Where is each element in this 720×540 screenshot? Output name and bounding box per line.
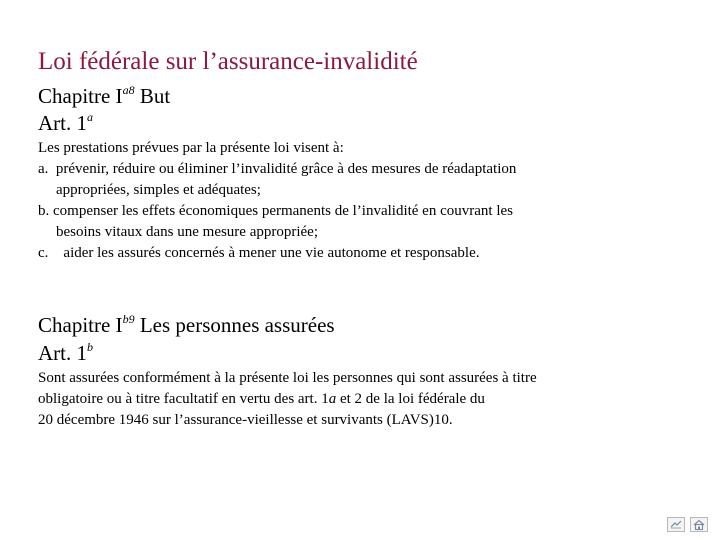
return-icon bbox=[668, 518, 684, 531]
article-heading-2 bbox=[38, 341, 93, 365]
paragraph-line-1: Sont assurées conformément à la présente loi les personnes qui sont assurées à titre bbox=[38, 370, 537, 386]
chapter-superscript: b9 bbox=[122, 312, 135, 326]
article-prefix: Art. 1 bbox=[38, 111, 87, 135]
list-item-c: c. aider les assurés concernés à mener une vie autonome et responsable. bbox=[38, 245, 480, 261]
article-letter: a bbox=[328, 391, 337, 407]
chapter-heading-2 bbox=[38, 313, 335, 337]
home-icon bbox=[691, 518, 707, 531]
paragraph-line-2 bbox=[38, 389, 678, 410]
chapter-superscript: a8 bbox=[122, 83, 135, 97]
article-body-1 bbox=[38, 138, 678, 264]
chapter-prefix: Chapitre I bbox=[38, 313, 123, 337]
chapter-heading-1 bbox=[38, 84, 170, 108]
article-superscript: a bbox=[87, 110, 93, 124]
page-title: Loi fédérale sur l’assurance-invalidité bbox=[38, 48, 418, 75]
article-intro: Les prestations prévues par la présente loi visent à: bbox=[38, 140, 344, 156]
list-item-b: b. compenser les effets économiques permanents de l’invalidité en couvrant les bbox=[38, 203, 513, 219]
chapter-title: But bbox=[134, 84, 171, 108]
article-body-2 bbox=[38, 368, 678, 431]
list-item-a-cont: appropriées, simples et adéquates; bbox=[56, 182, 261, 198]
home-button[interactable] bbox=[690, 517, 708, 532]
article-superscript: b bbox=[87, 340, 93, 354]
list-item-a: a. prévenir, réduire ou éliminer l’invalidité grâce à des mesures de réadaptation bbox=[38, 161, 517, 177]
chapter-title: Les personnes assurées bbox=[134, 313, 335, 337]
chapter-prefix: Chapitre I bbox=[38, 84, 123, 108]
article-heading-1 bbox=[38, 111, 93, 135]
paragraph-line-3: 20 décembre 1946 sur l’assurance-vieillesse et survivants (LAVS)10. bbox=[38, 412, 453, 428]
return-button[interactable] bbox=[667, 517, 685, 532]
paragraph-line-2-text: obligatoire ou à titre facultatif en vertu des art. 1 bbox=[38, 391, 329, 407]
paragraph-line-2-rest: et 2 de la loi fédérale du bbox=[336, 391, 485, 407]
list-item-b-cont: besoins vitaux dans une mesure appropriée; bbox=[56, 224, 319, 240]
article-prefix: Art. 1 bbox=[38, 341, 87, 365]
